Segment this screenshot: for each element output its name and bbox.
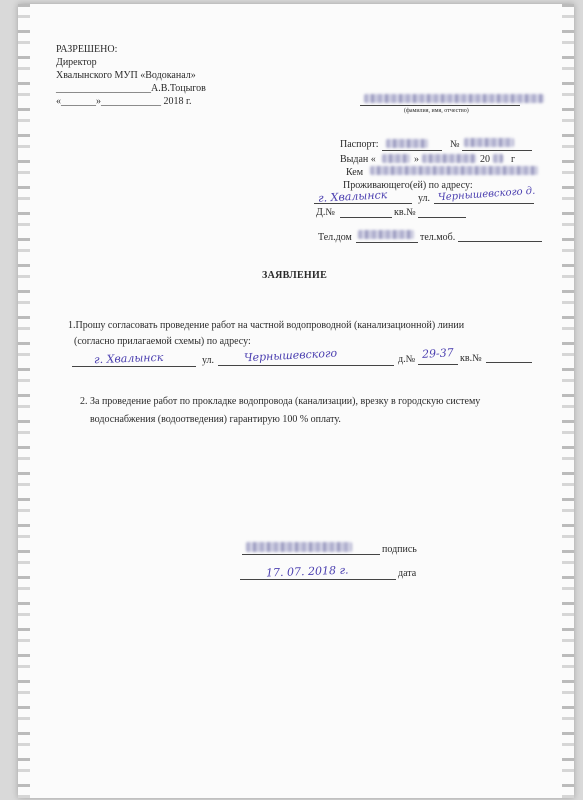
house-line [340, 217, 392, 218]
issued-year: 20 [480, 154, 490, 165]
street-line [434, 203, 534, 204]
flat-label: кв.№ [394, 207, 416, 218]
redacted-issued-by [370, 166, 538, 175]
item1-city-line [72, 366, 196, 367]
issued-label: Выдан « [340, 154, 376, 165]
kem-label: Кем [346, 167, 364, 178]
issued-year-suffix: г [511, 154, 516, 165]
item1-flat-line [486, 362, 532, 363]
applicant-street-handwritten: Чернышевского д. [437, 185, 536, 204]
item1-house-label: д.№ [398, 354, 416, 365]
tel-home-label: Тел.дом [318, 232, 352, 243]
approval-heading: РАЗРЕШЕНО: [56, 44, 118, 55]
redacted-issued-year-digit [493, 154, 503, 163]
signature-label: подпись [382, 544, 417, 555]
scan-edge-left [18, 4, 30, 798]
item2-line2: водоснабжения (водоотведения) гарантирую 100 % оплату. [90, 414, 341, 425]
redacted-issued-day [382, 154, 410, 163]
item1-house-handwritten: 29-37 [421, 346, 455, 361]
signature-line [242, 554, 380, 555]
date-label: дата [398, 568, 417, 579]
approval-org: Хвалынского МУП «Водоканал» [56, 70, 196, 81]
tel-mob-label: тел.моб. [420, 232, 456, 243]
flat-line [418, 217, 466, 218]
house-label: Д.№ [316, 207, 335, 218]
document-page [18, 4, 574, 798]
name-underline [360, 105, 520, 106]
item1-flat-label: кв.№ [460, 353, 482, 364]
name-caption: (фамилия, имя, отчество) [404, 108, 469, 114]
passport-series-line [382, 150, 442, 151]
approval-signer: ___________________А.В.Тоцыгов [56, 83, 206, 94]
scan-edge-right [562, 4, 574, 798]
street-label: ул. [418, 193, 431, 204]
item1-house-line [418, 364, 458, 365]
document-title: ЗАЯВЛЕНИЕ [262, 270, 328, 281]
redacted-tel-home [358, 230, 414, 239]
passport-label: Паспорт: [340, 139, 379, 150]
item1-line2: (согласно прилагаемой схемы) по адресу: [74, 336, 251, 347]
redacted-passport-number [464, 138, 514, 147]
item2-line1: 2. За проведение работ по прокладке водопровода (канализации), врезку в городскую систему [80, 396, 481, 407]
date-handwritten: 17. 07. 2018 г. [265, 563, 349, 580]
passport-no-sign: № [450, 139, 460, 150]
item1-street-label: ул. [202, 355, 215, 366]
item1-line1: 1.Прошу согласовать проведение работ на частной водопроводной (канализационной) линии [68, 320, 465, 331]
tel-home-line [356, 242, 418, 243]
redacted-issued-month [422, 154, 476, 163]
redacted-applicant-name [364, 94, 544, 103]
tel-mob-line [458, 241, 542, 242]
passport-number-line [462, 150, 532, 151]
item1-street-handwritten: Чернышевского [243, 346, 338, 365]
residing-label: Проживающего(ей) по адресу: [343, 180, 473, 191]
city-line [314, 203, 412, 204]
applicant-city-handwritten: г. Хвалынск [317, 188, 388, 205]
redacted-signature [246, 542, 352, 552]
issued-close-quote: » [414, 154, 419, 165]
approval-date: «_______»____________ 2018 г. [56, 96, 192, 107]
item1-city-handwritten: г. Хвалынск [93, 350, 164, 367]
redacted-passport-series [386, 139, 428, 148]
approval-role: Директор [56, 57, 97, 68]
item1-street-line [218, 365, 394, 366]
date-line [240, 579, 396, 580]
